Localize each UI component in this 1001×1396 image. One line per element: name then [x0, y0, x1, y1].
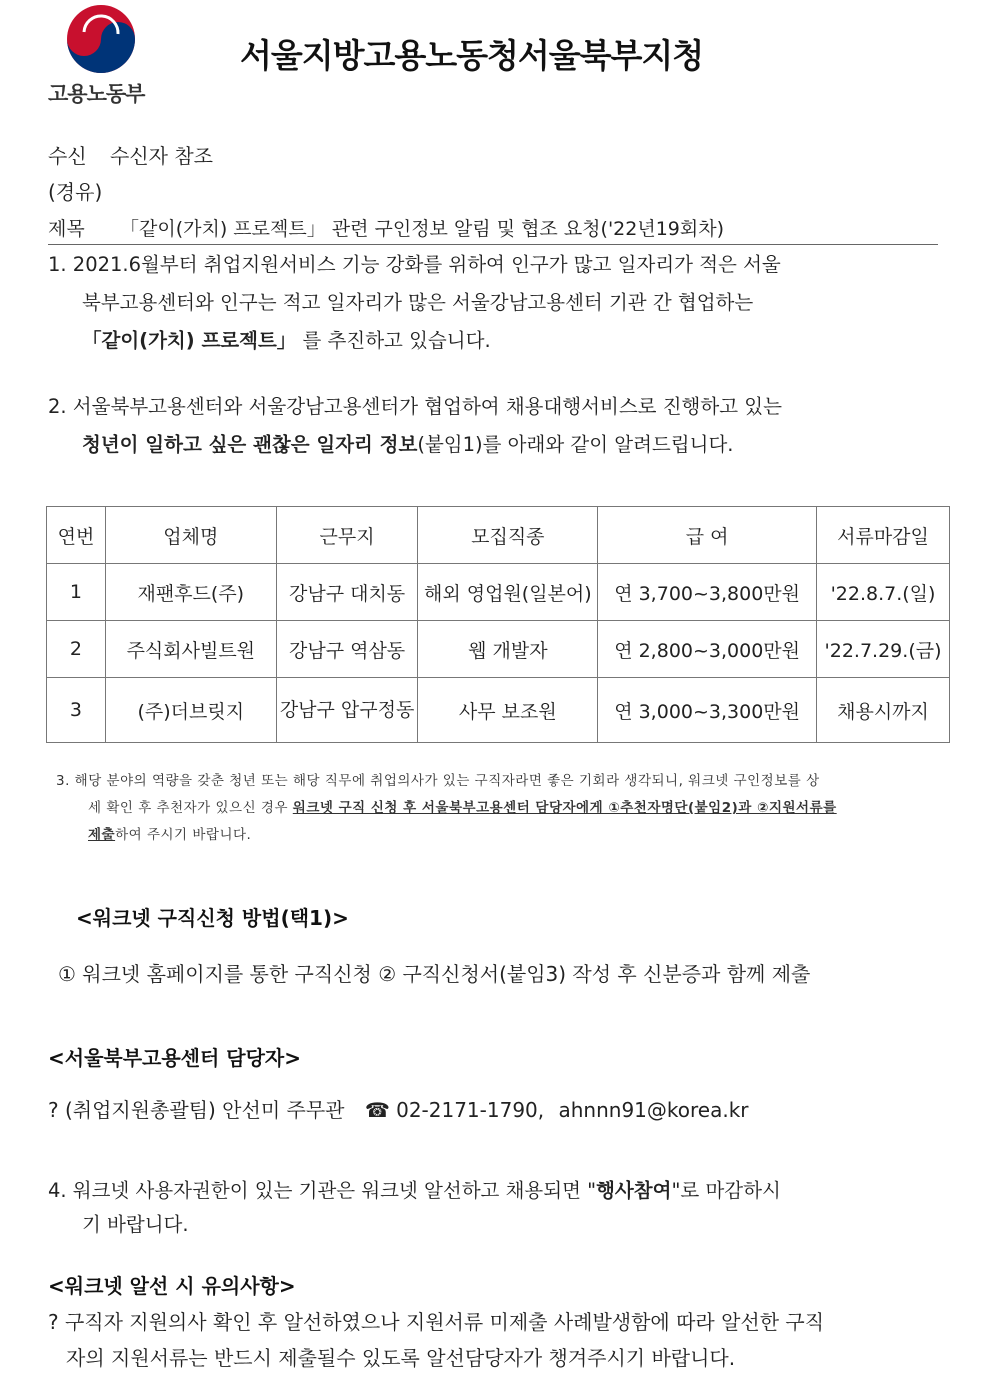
header-location: 근무지 — [276, 507, 418, 564]
para4-line1 — [48, 1172, 948, 1210]
ministry-logo — [48, 4, 158, 108]
cell-location: 강남구 역삼동 — [276, 621, 418, 678]
para2-line1: 2. 서울북부고용센터와 서울강남고용센터가 협업하여 채용대행서비스로 진행하고 있는 — [48, 395, 782, 418]
cell-no: 2 — [47, 621, 106, 678]
para1-line2: 북부고용센터와 인구는 적고 일자리가 많은 서울강남고용센터 기관 간 협업하는 — [82, 291, 754, 314]
cell-salary: 연 2,800~3,000만원 — [598, 621, 817, 678]
contact-title: <서울북부고용센터 담당자> — [48, 1046, 301, 1070]
recipient-line — [48, 140, 213, 169]
para3-line3-emphasis: 제출 — [88, 827, 116, 843]
cell-salary: 연 3,700~3,800만원 — [598, 564, 817, 621]
government-emblem-icon — [66, 4, 136, 74]
paragraph-2 — [48, 388, 948, 464]
para4-line2: 기 바랍니다. — [82, 1213, 189, 1236]
paragraph-4 — [48, 1172, 948, 1240]
para3-line2 — [56, 795, 951, 822]
table-row — [47, 678, 950, 743]
contact-phone: 02-2171-1790, — [396, 1098, 545, 1122]
logo-text: 고용노동부 — [48, 82, 145, 106]
table-row — [47, 621, 950, 678]
cell-salary: 연 3,000~3,300만원 — [598, 678, 817, 743]
cell-deadline: '22.7.29.(금) — [817, 621, 950, 678]
header-company: 업체명 — [105, 507, 276, 564]
header-no: 연번 — [47, 507, 106, 564]
para1-line1: 1. 2021.6월부터 취업지원서비스 기능 강화를 위하여 인구가 많고 일자리가 적은 서울 — [48, 253, 781, 276]
para2-line2 — [48, 426, 948, 464]
table-row — [47, 564, 950, 621]
cell-job: 웹 개발자 — [418, 621, 598, 678]
project-name: 「같이(가치) 프로젝트」 — [82, 329, 297, 352]
org-title: 서울지방고용노동청서울북부지청 — [240, 36, 704, 75]
header-job: 모집직종 — [418, 507, 598, 564]
cell-job: 해외 영업원(일본어) — [418, 564, 598, 621]
para2-rest: (붙임1)를 아래와 같이 알려드립니다. — [417, 433, 734, 456]
contact-line — [48, 1094, 749, 1123]
contact-email: ahnnn91@korea.kr — [558, 1098, 749, 1122]
event-participation: 행사참여 — [596, 1179, 672, 1202]
notes-line1: ? 구직자 지원의사 확인 후 알선하였으나 지원서류 미제출 사례발생함에 따라 알선한 구직 — [48, 1310, 825, 1334]
cell-location: 강남구 대치동 — [276, 564, 418, 621]
cell-company: 재팬후드(주) — [105, 564, 276, 621]
cell-deadline: 채용시까지 — [817, 678, 950, 743]
cell-no: 3 — [47, 678, 106, 743]
cell-job: 사무 보조원 — [418, 678, 598, 743]
para3-line1: 3. 해당 분야의 역량을 갖춘 청년 또는 해당 직무에 취업의사가 있는 구직자라면 좋은 기회라 생각되니, 워크넷 구인정보를 상 — [56, 773, 820, 789]
paragraph-3 — [56, 768, 951, 849]
table-header-row — [47, 507, 950, 564]
paragraph-1 — [48, 246, 948, 360]
para1-line3 — [48, 322, 948, 360]
method-title: <워크넷 구직신청 방법(택1)> — [76, 906, 349, 930]
para4-line1-rest: "로 마감하시 — [671, 1179, 781, 1202]
para3-line2-emphasis: 워크넷 구직 신청 후 서울북부고용센터 담당자에게 ①추천자명단(붙임2)과 ②지원서류를 — [292, 800, 837, 816]
phone-icon: ☎ — [364, 1098, 390, 1122]
header-deadline: 서류마감일 — [817, 507, 950, 564]
para3-line3 — [56, 822, 951, 849]
cell-deadline: '22.8.7.(일) — [817, 564, 950, 621]
contact-text: ? (취업지원총괄팀) 안선미 주무관 — [48, 1098, 345, 1122]
para3-line2-plain: 세 확인 후 추천자가 있으신 경우 — [88, 800, 293, 816]
notes-line2: 자의 지원서류는 반드시 제출될수 있도록 알선담당자가 챙겨주시기 바랍니다. — [66, 1346, 736, 1370]
subject-value: 「같이(가치) 프로젝트」 관련 구인정보 알림 및 협조 요청('22년19회차) — [120, 218, 725, 240]
via-line: (경유) — [48, 180, 103, 204]
notes-title: <워크넷 알선 시 유의사항> — [48, 1274, 296, 1298]
para1-rest: 를 추진하고 있습니다. — [296, 329, 491, 352]
cell-no: 1 — [47, 564, 106, 621]
recipient-value: 수신자 참조 — [110, 144, 213, 168]
recipient-label: 수신 — [48, 144, 87, 168]
subject-line — [48, 214, 938, 245]
cell-company: 주식회사빌트원 — [105, 621, 276, 678]
para4-line1-plain: 4. 워크넷 사용자권한이 있는 기관은 워크넷 알선하고 채용되면 " — [48, 1179, 597, 1202]
job-table — [46, 506, 950, 743]
subject-label: 제목 — [48, 218, 85, 240]
cell-location: 강남구 압구정동 — [276, 678, 418, 743]
job-info-title: 청년이 일하고 싶은 괜찮은 일자리 정보 — [82, 433, 418, 456]
cell-company: (주)더브릿지 — [105, 678, 276, 743]
header-salary: 급 여 — [598, 507, 817, 564]
method-text: ① 워크넷 홈페이지를 통한 구직신청 ② 구직신청서(붙임3) 작성 후 신분증과 함께 제출 — [58, 962, 811, 986]
para3-line3-rest: 하여 주시기 바랍니다. — [115, 827, 252, 843]
